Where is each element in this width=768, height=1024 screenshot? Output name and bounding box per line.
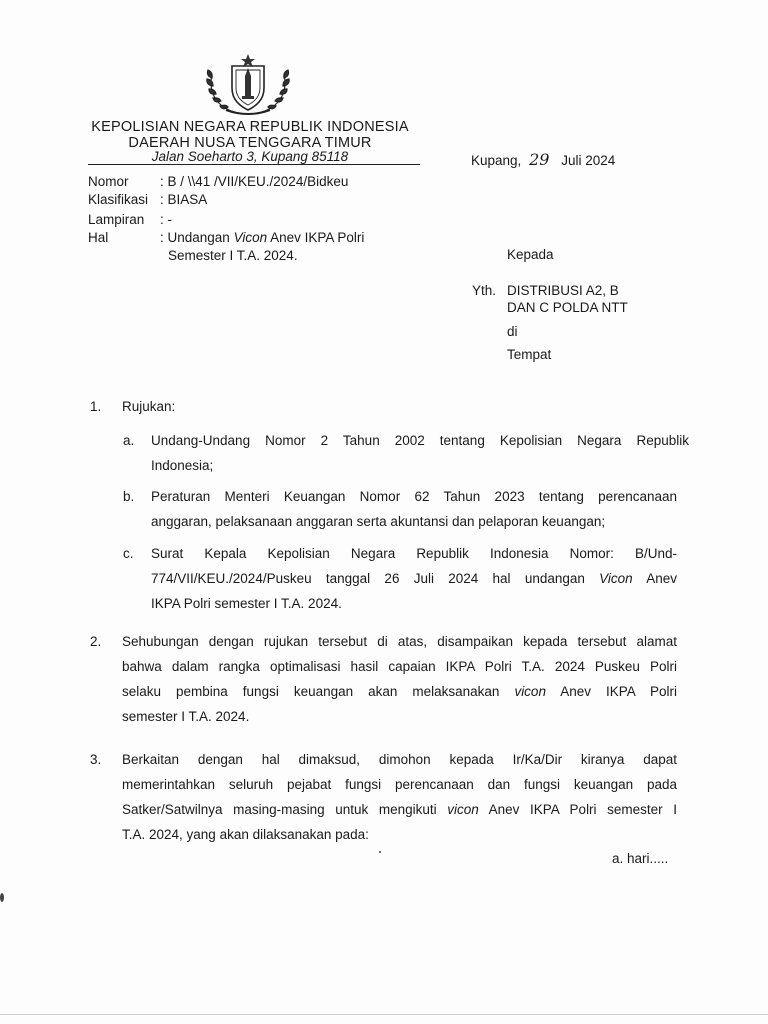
p3-line1: Berkaitan dengan hal dimaksud, dimohon kepada Ir/Ka/Dir kiranya dapat [122, 752, 677, 767]
kepada-label: Kepada [507, 247, 554, 262]
recipient-tempat: Tempat [507, 347, 552, 362]
p3-line2: memerintahkan seluruh pejabat fungsi perencanaan dan fungsi keuangan pada [122, 777, 677, 792]
lampiran-label: Lampiran [88, 212, 145, 227]
yth-label: Yth. [472, 283, 497, 298]
region-name: DAERAH NUSA TENGGARA TIMUR [128, 135, 372, 151]
place-date [471, 150, 615, 169]
p2-line2: bahwa dalam rangka optimalisasi hasil capaian IKPA Polri T.A. 2024 Puskeu Polri [122, 659, 677, 674]
item-a-line1: Undang-Undang Nomor 2 Tahun 2002 tentang Kepolisian Negara Republik [151, 433, 689, 448]
p3-vicon: vicon [447, 802, 479, 817]
klasifikasi-label: Klasifikasi [88, 192, 149, 207]
item-b-text [151, 484, 677, 534]
scan-speck [379, 851, 381, 853]
hal-value-part2: Anev IKPA Polri [267, 230, 365, 245]
date-day-handwritten: 29 [529, 150, 550, 169]
item-a-text [151, 428, 689, 478]
item-c-text [151, 541, 677, 616]
item-b-line1: Peraturan Menteri Keuangan Nomor 62 Tahun 2023 tentang perencanaan [151, 489, 677, 504]
item-c-label: c. [123, 546, 134, 561]
p1-title: Rujukan: [122, 399, 176, 414]
item-b-line2: anggaran, pelaksanaan anggaran serta akuntansi dan pelaporan keuangan; [151, 514, 606, 529]
lampiran-row [88, 212, 172, 227]
p2-number: 2. [90, 634, 102, 649]
item-a-line2: Indonesia; [151, 458, 214, 473]
p3-line3-b: Anev IKPA Polri semester I [478, 802, 677, 817]
hal-row [88, 230, 364, 245]
p2-line3-a: selaku pembina fungsi keuangan akan melaksanakan [122, 684, 515, 699]
p2-line4: semester I T.A. 2024. [122, 709, 250, 724]
p1-number: 1. [90, 399, 102, 414]
klasifikasi-row [88, 192, 207, 207]
p2-line1: Sehubungan dengan rujukan tersebut di atas, disampaikan kepada tersebut alamat [122, 634, 677, 649]
item-c-line2-b: Anev [632, 571, 677, 586]
p3-line4: T.A. 2024, yang akan dilaksanakan pada: [122, 827, 369, 842]
institution-name: KEPOLISIAN NEGARA REPUBLIK INDONESIA [91, 119, 409, 135]
date-city: Kupang, [471, 153, 522, 168]
hal-label: Hal [88, 230, 109, 245]
p3-number: 3. [90, 752, 102, 767]
date-month-year: Juli 2024 [561, 153, 616, 168]
p3-line3 [122, 797, 677, 822]
item-c-line2-a: 774/VII/KEU./2024/Puskeu tanggal 26 Juli 2024 hal undangan [151, 571, 600, 586]
hal-value-part1: : Undangan [160, 230, 234, 245]
p2-text [122, 629, 677, 729]
item-c-line1: Surat Kepala Kepolisian Negara Republik Indonesia Nomor: B/Und- [151, 546, 677, 561]
continuation-marker: a. hari..... [612, 851, 669, 866]
office-address: Jalan Soeharto 3, Kupang 85118 [151, 149, 349, 164]
recipient-di: di [507, 324, 518, 339]
klasifikasi-value: : BIASA [160, 192, 208, 207]
p3-line3-a: Satker/Satwilnya masing-masing untuk mengikuti [122, 802, 448, 817]
item-c-vicon: Vicon [599, 571, 633, 586]
lampiran-value: : - [160, 212, 172, 227]
item-b-label: b. [123, 489, 135, 504]
recipient-line2: DAN C POLDA NTT [507, 300, 628, 315]
hal-value-line2: Semester I T.A. 2024. [168, 248, 298, 263]
header-rule [88, 164, 420, 165]
hal-value-vicon: Vicon [233, 230, 268, 245]
item-c-line3: IKPA Polri semester I T.A. 2024. [151, 596, 342, 611]
item-a-label: a. [123, 433, 135, 448]
page-edge [0, 1014, 768, 1015]
p3-text [122, 747, 677, 847]
p2-line3-b: Anev IKPA Polri [545, 684, 677, 699]
police-crest-logo [204, 52, 292, 116]
p2-line3 [122, 679, 677, 704]
recipient-line1: DISTRIBUSI A2, B [507, 283, 619, 298]
p2-vicon: vicon [514, 684, 546, 699]
nomor-value: : B / \\41 /VII/KEU./2024/Bidkeu [160, 174, 349, 189]
nomor-row [88, 174, 348, 189]
item-c-line2 [151, 566, 677, 591]
scan-speck [0, 893, 4, 902]
nomor-label: Nomor [88, 174, 129, 189]
